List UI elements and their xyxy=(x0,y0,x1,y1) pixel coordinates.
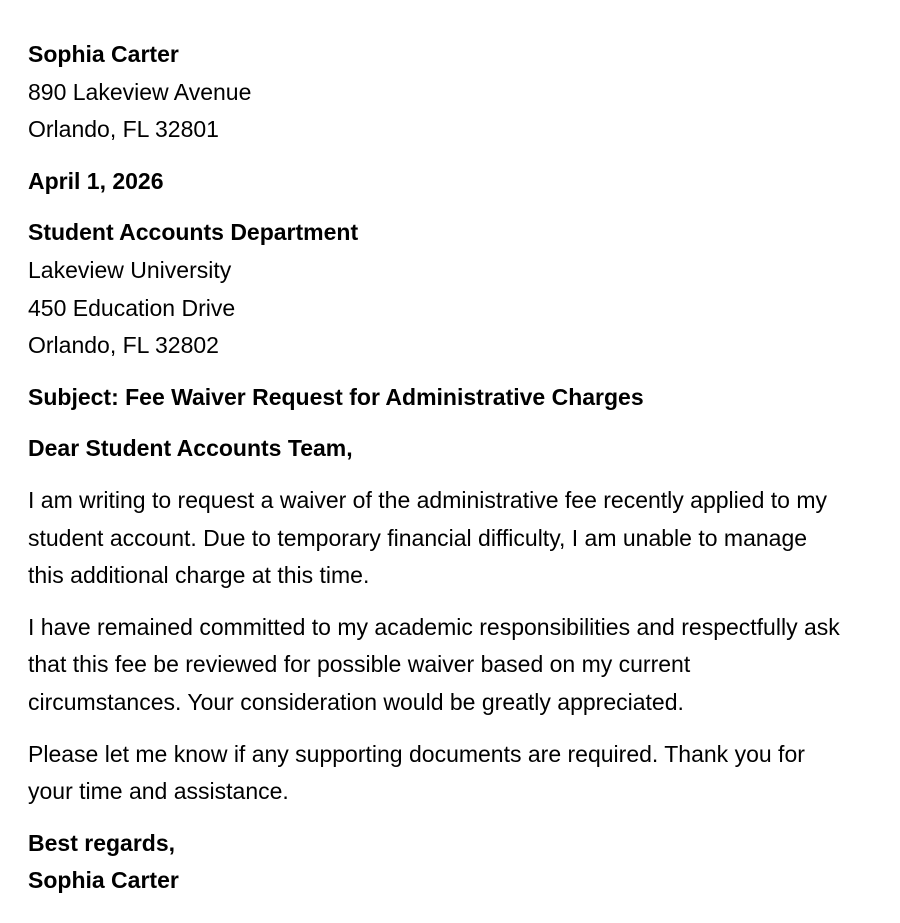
subject-line: Subject: Fee Waiver Request for Administrative Charges xyxy=(28,383,644,410)
subject-block xyxy=(28,379,840,417)
closing-valediction: Best regards, xyxy=(28,829,176,856)
sender-street: 890 Lakeview Avenue xyxy=(28,78,252,105)
recipient-organization: Lakeview University xyxy=(28,256,232,283)
sender-address-block xyxy=(28,36,840,149)
sender-city-state-zip: Orlando, FL 32801 xyxy=(28,116,219,143)
closing-signature-name: Sophia Carter xyxy=(28,867,179,894)
salutation-block xyxy=(28,430,840,468)
recipient-department: Student Accounts Department xyxy=(28,219,359,246)
body-paragraph-3: Please let me know if any supporting documents are required. Thank you for your time and assistance. xyxy=(28,740,805,805)
recipient-city-state-zip: Orlando, FL 32802 xyxy=(28,332,219,359)
letter-date-block xyxy=(28,163,840,201)
body-paragraph-1: I am writing to request a waiver of the administrative fee recently applied to my student account. Due to temporary financial difficulty, I am unable to manage this additional charge at this time. xyxy=(28,486,827,589)
body-paragraph-2-block xyxy=(28,609,840,722)
body-paragraph-1-block xyxy=(28,482,840,595)
salutation-line: Dear Student Accounts Team, xyxy=(28,435,353,462)
body-paragraph-2: I have remained committed to my academic responsibilities and respectfully ask that this fee be reviewed for possible waiver based on my current circumstances. Your consideration would be greatly appreciated. xyxy=(28,613,840,715)
sender-name: Sophia Carter xyxy=(28,41,179,67)
letter-date: April 1, 2026 xyxy=(28,167,164,194)
recipient-street: 450 Education Drive xyxy=(28,294,236,321)
recipient-address-block xyxy=(28,214,840,364)
closing-block xyxy=(28,825,840,900)
body-paragraph-3-block xyxy=(28,736,840,811)
